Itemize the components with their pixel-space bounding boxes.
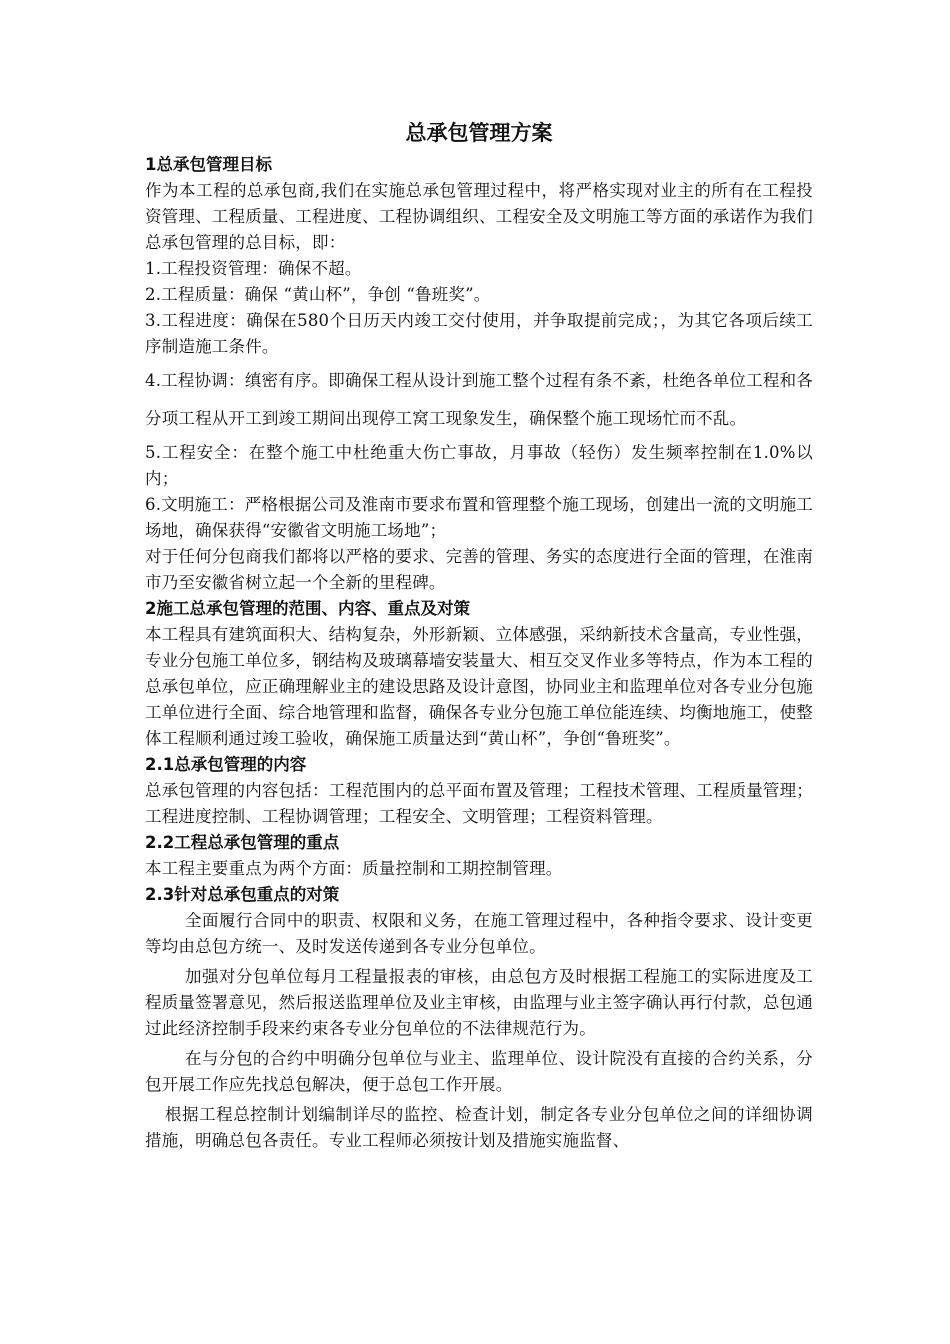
target-coordination: 4.工程协调：缜密有序。即确保工程从设计到施工整个过程有条不紊，杜绝各单位工程和各分项工程从开工到竣工期间出现停工窝工现象发生，确保整个施工现场忙而不乱。 xyxy=(145,371,813,428)
section-1-intro: 作为本工程的总承包商,我们在实施总承包管理过程中，将严格实现对业主的所有在工程投资管理、工程质量、工程进度、工程协调组织、工程安全及文明施工等方面的承诺作为我们总承包管理的总目标，即： xyxy=(145,181,813,252)
target-investment: 1.工程投资管理：确保不超。 xyxy=(145,259,362,278)
document-body xyxy=(145,118,813,1154)
target-quality: 2.工程质量：确保 “黄山杯”，争创 “鲁班奖”。 xyxy=(145,285,491,304)
section-1-closing: 对于任何分包商我们都将以严格的要求、完善的管理、务实的态度进行全面的管理，在淮南市乃至安徽省树立起一个全新的里程碑。 xyxy=(145,547,813,592)
target-civilized-construction: 6.文明施工：严格根据公司及淮南市要求布置和管理整个施工现场，创建出一流的文明施工场地，确保获得“安徽省文明施工场地”； xyxy=(145,495,813,540)
countermeasure-paragraph-3: 在与分包的合约中明确分包单位与业主、监理单位、设计院没有直接的合约关系，分包开展工作应先找总包解决，便于总包工作开展。 xyxy=(145,1049,813,1094)
target-safety: 5.工程安全：在整个施工中杜绝重大伤亡事故，月事故（轻伤）发生频率控制在1.0%以内； xyxy=(145,443,813,488)
section-2-3-heading: 2.3针对总承包重点的对策 xyxy=(145,885,340,904)
target-schedule: 3.工程进度：确保在580个日历天内竣工交付使用，并争取提前完成；，为其它各项后续工序制造施工条件。 xyxy=(145,311,813,356)
section-2-heading: 2施工总承包管理的范围、内容、重点及对策 xyxy=(145,599,470,618)
section-2-2-heading: 2.2工程总承包管理的重点 xyxy=(145,833,340,852)
document-title: 总承包管理方案 xyxy=(405,121,553,145)
section-1-heading: 1总承包管理目标 xyxy=(145,155,272,174)
section-2-1-heading: 2.1总承包管理的内容 xyxy=(145,755,307,774)
section-2-2-body: 本工程主要重点为两个方面：质量控制和工期控制管理。 xyxy=(145,859,563,878)
countermeasure-paragraph-4: 根据工程总控制计划编制详尽的监控、检查计划，制定各专业分包单位之间的详细协调措施，明确总包各责任。专业工程师必须按计划及措施实施监督、 xyxy=(145,1105,813,1150)
countermeasure-paragraph-1: 全面履行合同中的职责、权限和义务，在施工管理过程中，各种指令要求、设计变更等均由总包方统一、及时发送传递到各专业分包单位。 xyxy=(145,911,813,956)
section-2-1-body: 总承包管理的内容包括：工程范围内的总平面布置及管理；工程技术管理、工程质量管理；工程进度控制、工程协调管理；工程安全、文明管理；工程资料管理。 xyxy=(145,781,813,826)
countermeasure-paragraph-2: 加强对分包单位每月工程量报表的审核，由总包方及时根据工程施工的实际进度及工程质量签署意见，然后报送监理单位及业主审核，由监理与业主签字确认再行付款，总包通过此经济控制手段来约束各专业分包单位的不法律规范行为。 xyxy=(145,967,813,1038)
section-2-body: 本工程具有建筑面积大、结构复杂，外形新颖、立体感强，采纳新技术含量高，专业性强，专业分包施工单位多，钢结构及玻璃幕墙安装量大、相互交叉作业多等特点，作为本工程的总承包单位，应正确理解业主的建设思路及设计意图，协同业主和监理单位对各专业分包施工单位进行全面、综合地管理和监督，确保各专业分包施工单位能连续、均衡地施工，使整体工程顺利通过竣工验收，确保施工质量达到“黄山杯”，争创“鲁班奖”。 xyxy=(145,625,813,748)
